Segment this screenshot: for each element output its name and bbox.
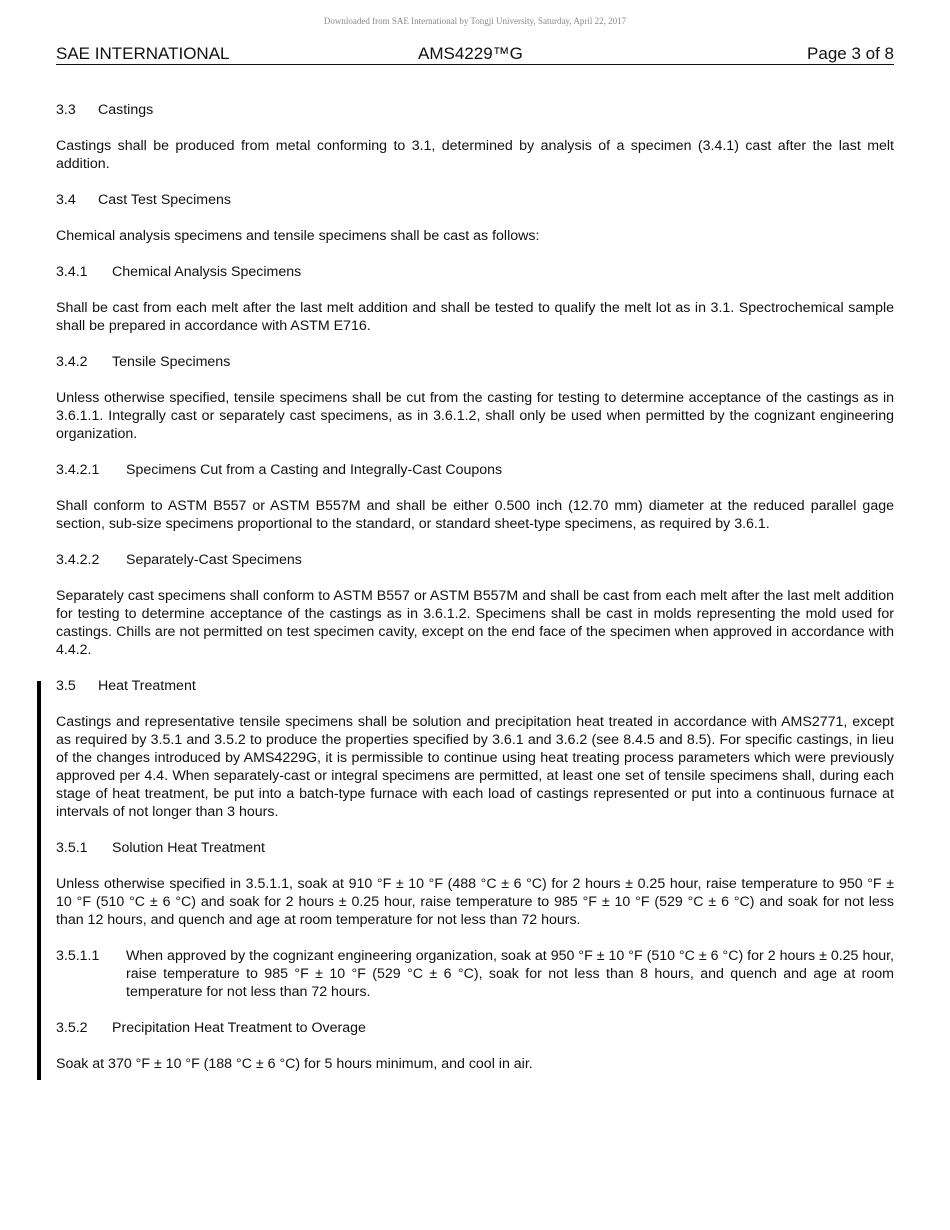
- section-text-3-4: Chemical analysis specimens and tensile specimens shall be cast as follows:: [56, 228, 540, 244]
- section-heading-3-4: [56, 191, 894, 209]
- page-header: [56, 44, 894, 65]
- section-number: 3.4.2.2: [56, 552, 100, 568]
- header-organization: SAE INTERNATIONAL: [56, 44, 230, 63]
- section-text-3-5: Castings and representative tensile specimens shall be solution and precipitation heat treated in accordance with AMS2771, except as required by 3.5.1 and 3.5.2 to produce the properties specified by 3.6.1 and 3.6.2 (see 8.4.5 and 8.5). For specific castings, in lieu of the changes introduced by AMS4229G, it is permissible to continue using heat treating process parameters which were previously approved per 4.4. When separately-cast or integral specimens are permitted, at least one set of tensile specimens shall, during each stage of heat treatment, be put into a batch-type furnace with each load of castings represented or put into a continuous furnace at intervals of not longer than 3 hours.: [56, 714, 894, 820]
- section-text-3-5-1: Unless otherwise specified in 3.5.1.1, soak at 910 °F ± 10 °F (488 °C ± 6 °C) for 2 hours ± 0.25 hour, raise temperature to 950 °F ± 10 °F (510 °C ± 6 °C) and soak for 2 hours ± 0.25 hour, raise temperature to 985 °F ± 10 °F (529 °C ± 6 °C) and soak for not less than 12 hours, and quench and age at room temperature for not less than 72 hours.: [56, 876, 894, 928]
- section-3-5-1-1: [56, 947, 894, 1001]
- section-title: Precipitation Heat Treatment to Overage: [112, 1020, 366, 1036]
- section-number: 3.3: [56, 102, 76, 118]
- header-document-number: AMS4229™G: [418, 44, 523, 63]
- section-number: 3.4: [56, 192, 76, 208]
- section-title: Specimens Cut from a Casting and Integrally-Cast Coupons: [126, 462, 503, 478]
- section-title: Separately-Cast Specimens: [126, 552, 302, 568]
- section-heading-3-4-2-1: [56, 461, 894, 479]
- section-title: Chemical Analysis Specimens: [112, 264, 302, 280]
- download-watermark: Downloaded from SAE International by Tongji University, Saturday, April 22, 2017: [323, 16, 627, 26]
- section-heading-3-4-2-2: [56, 551, 894, 569]
- section-heading-3-5-1: [56, 839, 894, 857]
- section-heading-3-4-1: [56, 263, 894, 281]
- section-text-3-4-1: Shall be cast from each melt after the last melt addition and shall be tested to qualify the melt lot as in 3.1. Spectrochemical sample shall be prepared in accordance with ASTM E716.: [56, 300, 894, 334]
- section-number: 3.5: [56, 678, 76, 694]
- section-text-3-5-1-1: When approved by the cognizant engineering organization, soak at 950 °F ± 10 °F (510 °C ± 6 °C) for 2 hours ± 0.25 hour, raise temperature to 985 °F ± 10 °F (529 °C ± 6 °C), soak for not less than 8 hours, and quench and age at room temperature for not less than 72 hours.: [126, 948, 894, 1000]
- section-text-3-3: Castings shall be produced from metal conforming to 3.1, determined by analysis of a specimen (3.4.1) cast after the last melt addition.: [56, 138, 894, 172]
- section-title: Heat Treatment: [98, 678, 196, 694]
- revision-change-bar: [37, 681, 41, 1080]
- document-body: [56, 101, 894, 1091]
- header-page-number: Page 3 of 8: [807, 44, 894, 63]
- section-number: 3.4.1: [56, 264, 88, 280]
- section-text-3-4-2: Unless otherwise specified, tensile specimens shall be cut from the casting for testing to determine acceptance of the castings as in 3.6.1.1. Integrally cast or separately cast specimens, as in 3.6.1.2, shall only be used when permitted by the cognizant engineering organization.: [56, 390, 894, 442]
- section-number: 3.5.1: [56, 840, 88, 856]
- section-title: Solution Heat Treatment: [112, 840, 265, 856]
- section-title: Castings: [98, 102, 154, 118]
- section-text-3-4-2-2: Separately cast specimens shall conform to ASTM B557 or ASTM B557M and shall be cast from each melt after the last melt addition for testing to determine acceptance of the castings as in 3.6.1.2. Specimens shall be cast in molds representing the mold used for castings. Chills are not permitted on test specimen cavity, except on the end face of the specimen when approved in accordance with 4.4.2.: [56, 588, 894, 658]
- section-heading-3-5-2: [56, 1019, 894, 1037]
- section-text-3-5-2: Soak at 370 °F ± 10 °F (188 °C ± 6 °C) for 5 hours minimum, and cool in air.: [56, 1056, 533, 1072]
- section-number: 3.4.2: [56, 354, 88, 370]
- section-number: 3.4.2.1: [56, 462, 100, 478]
- section-title: Cast Test Specimens: [98, 192, 231, 208]
- section-heading-3-4-2: [56, 353, 894, 371]
- section-number: 3.5.1.1: [56, 948, 100, 964]
- section-heading-3-3: [56, 101, 894, 119]
- section-number: 3.5.2: [56, 1020, 88, 1036]
- section-text-3-4-2-1: Shall conform to ASTM B557 or ASTM B557M and shall be either 0.500 inch (12.70 mm) diameter at the reduced parallel gage section, sub-size specimens proportional to the standard, or standard sheet-type specimens, as required by 3.6.1.: [56, 498, 894, 532]
- section-title: Tensile Specimens: [112, 354, 231, 370]
- section-heading-3-5: [56, 677, 894, 695]
